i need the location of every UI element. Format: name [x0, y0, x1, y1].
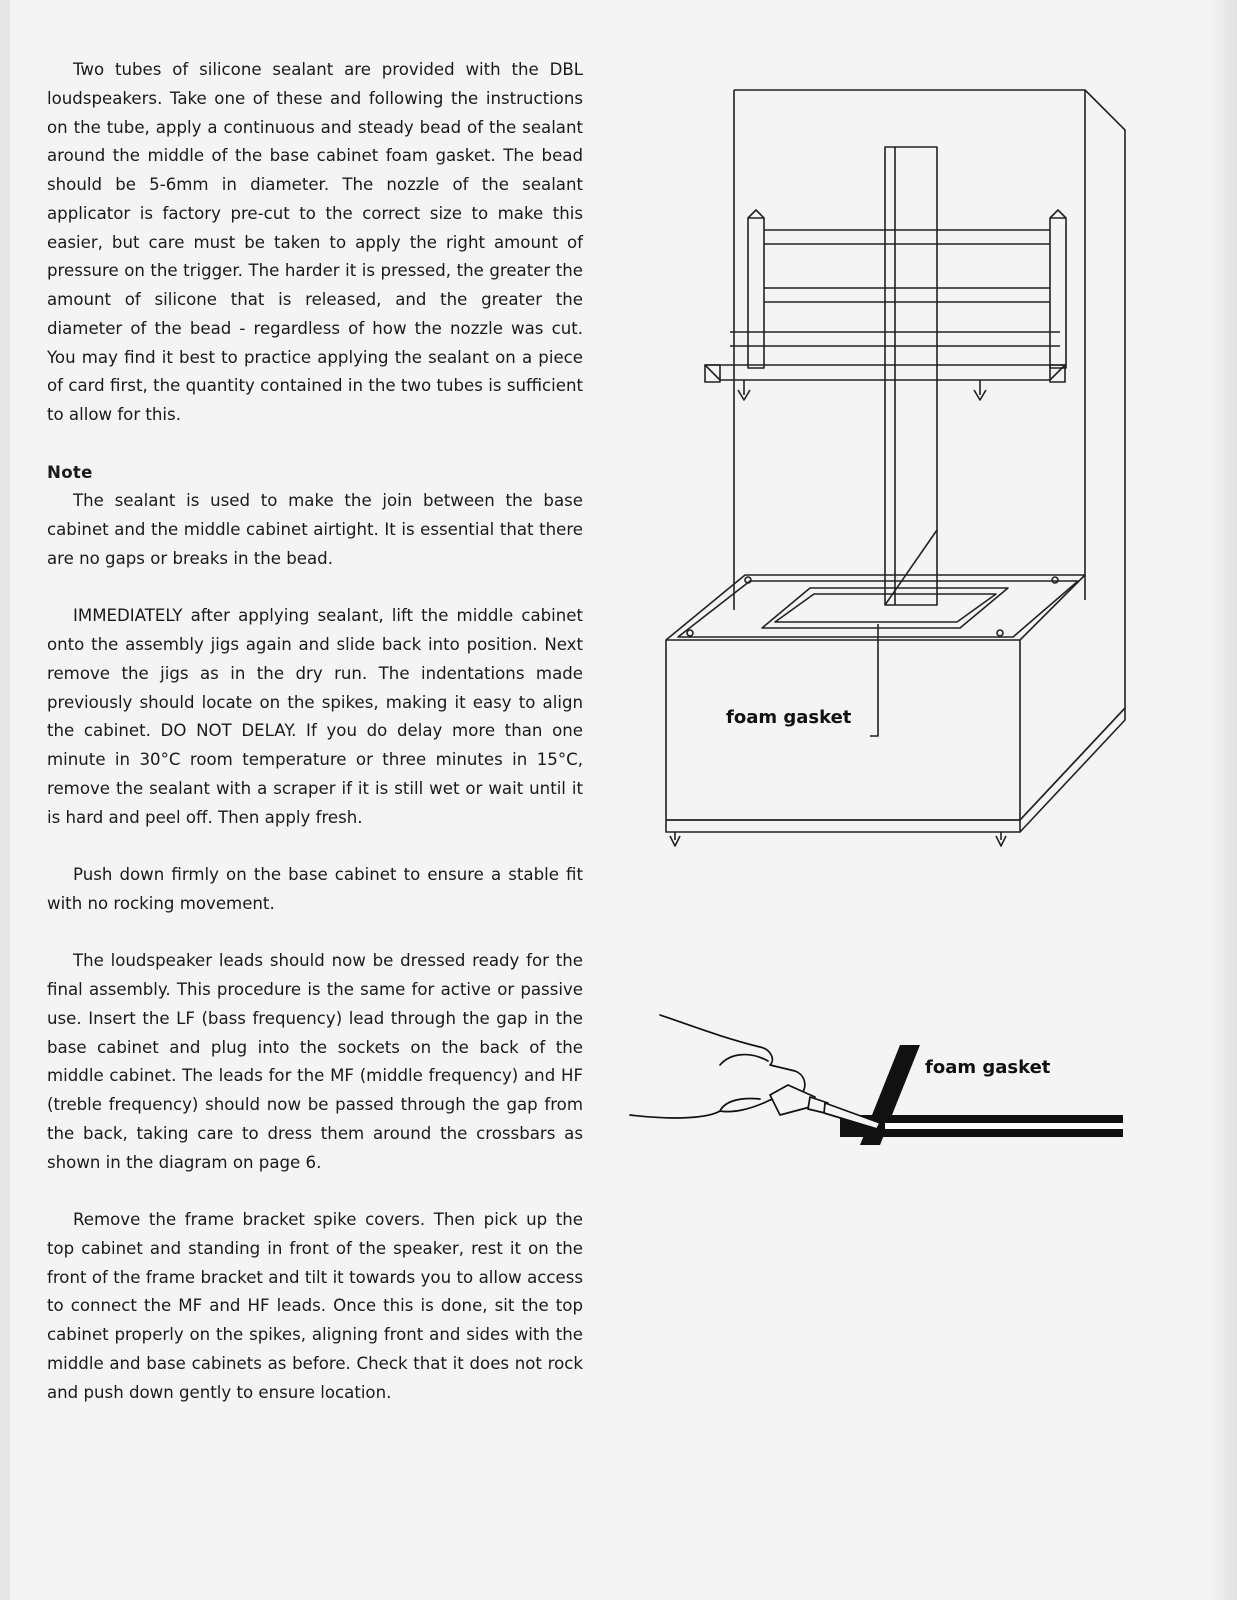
- cabinet-foam-gasket-label: foam gasket: [726, 707, 852, 728]
- paragraph-push-down: Push down firmly on the base cabinet to ensure a stable fit with no rocking movement.: [47, 865, 583, 913]
- paragraph-leads: The loudspeaker leads should now be dressed ready for the final assembly. This procedure is the same for active or passive use. Insert the LF (bass frequency) lead through the gap in the base cabinet and plug into the sockets on the back of the middle cabinet. The leads for the MF (middle frequency) and HF (treble frequency) should now be passed through the gap from the back, taking care to dress them around the crossbars as shown in the diagram on page 6.: [47, 951, 583, 1172]
- text-column: [47, 56, 583, 1436]
- paragraph-sealant-instructions: Two tubes of silicone sealant are provided with the DBL loudspeakers. Take one of these and following the instructions on the tube, apply a continuous and steady bead of the sealant around the middle of the base cabinet foam gasket. The bead should be 5-6mm in diameter. The nozzle of the sealant applicator is factory pre-cut to the correct size to make this easier, but care must be taken to apply the right amount of pressure on the trigger. The harder it is pressed, the greater the amount of silicone that is released, and the greater the diameter of the bead - regardless of how the nozzle was cut. You may find it best to practice applying the sealant on a piece of card first, the quantity contained in the two tubes is sufficient to allow for this.: [47, 60, 583, 424]
- page-edge-left: [0, 0, 10, 1600]
- paragraph-immediately: IMMEDIATELY after applying sealant, lift the middle cabinet onto the assembly jigs again and slide back into position. Next remove the jigs as in the dry run. The indentations made previously should locate on the spikes, making it easy to align the cabinet. DO NOT DELAY. If you do delay more than one minute in 30°C room temperature or three minutes in 15°C, remove the sealant with a scraper if it is still wet or wait until it is hard and peel off. Then apply fresh.: [47, 606, 583, 827]
- nozzle-foam-gasket-label: foam gasket: [925, 1057, 1051, 1078]
- page-edge-right: [1207, 0, 1237, 1600]
- note-heading: Note: [47, 462, 93, 482]
- hand-applying-sealant: [620, 1005, 1140, 1165]
- cabinet-frame-diagram: [600, 40, 1160, 870]
- paragraph-top-cabinet: Remove the frame bracket spike covers. Then pick up the top cabinet and standing in front of the speaker, rest it on the front of the frame bracket and tilt it towards you to allow access to connect the MF and HF leads. Once this is done, sit the top cabinet properly on the spikes, aligning front and sides with the middle and base cabinets as before. Check that it does not rock and push down gently to ensure location.: [47, 1210, 583, 1402]
- note-body: The sealant is used to make the join between the base cabinet and the middle cabinet airtight. It is essential that there are no gaps or breaks in the bead.: [47, 491, 583, 568]
